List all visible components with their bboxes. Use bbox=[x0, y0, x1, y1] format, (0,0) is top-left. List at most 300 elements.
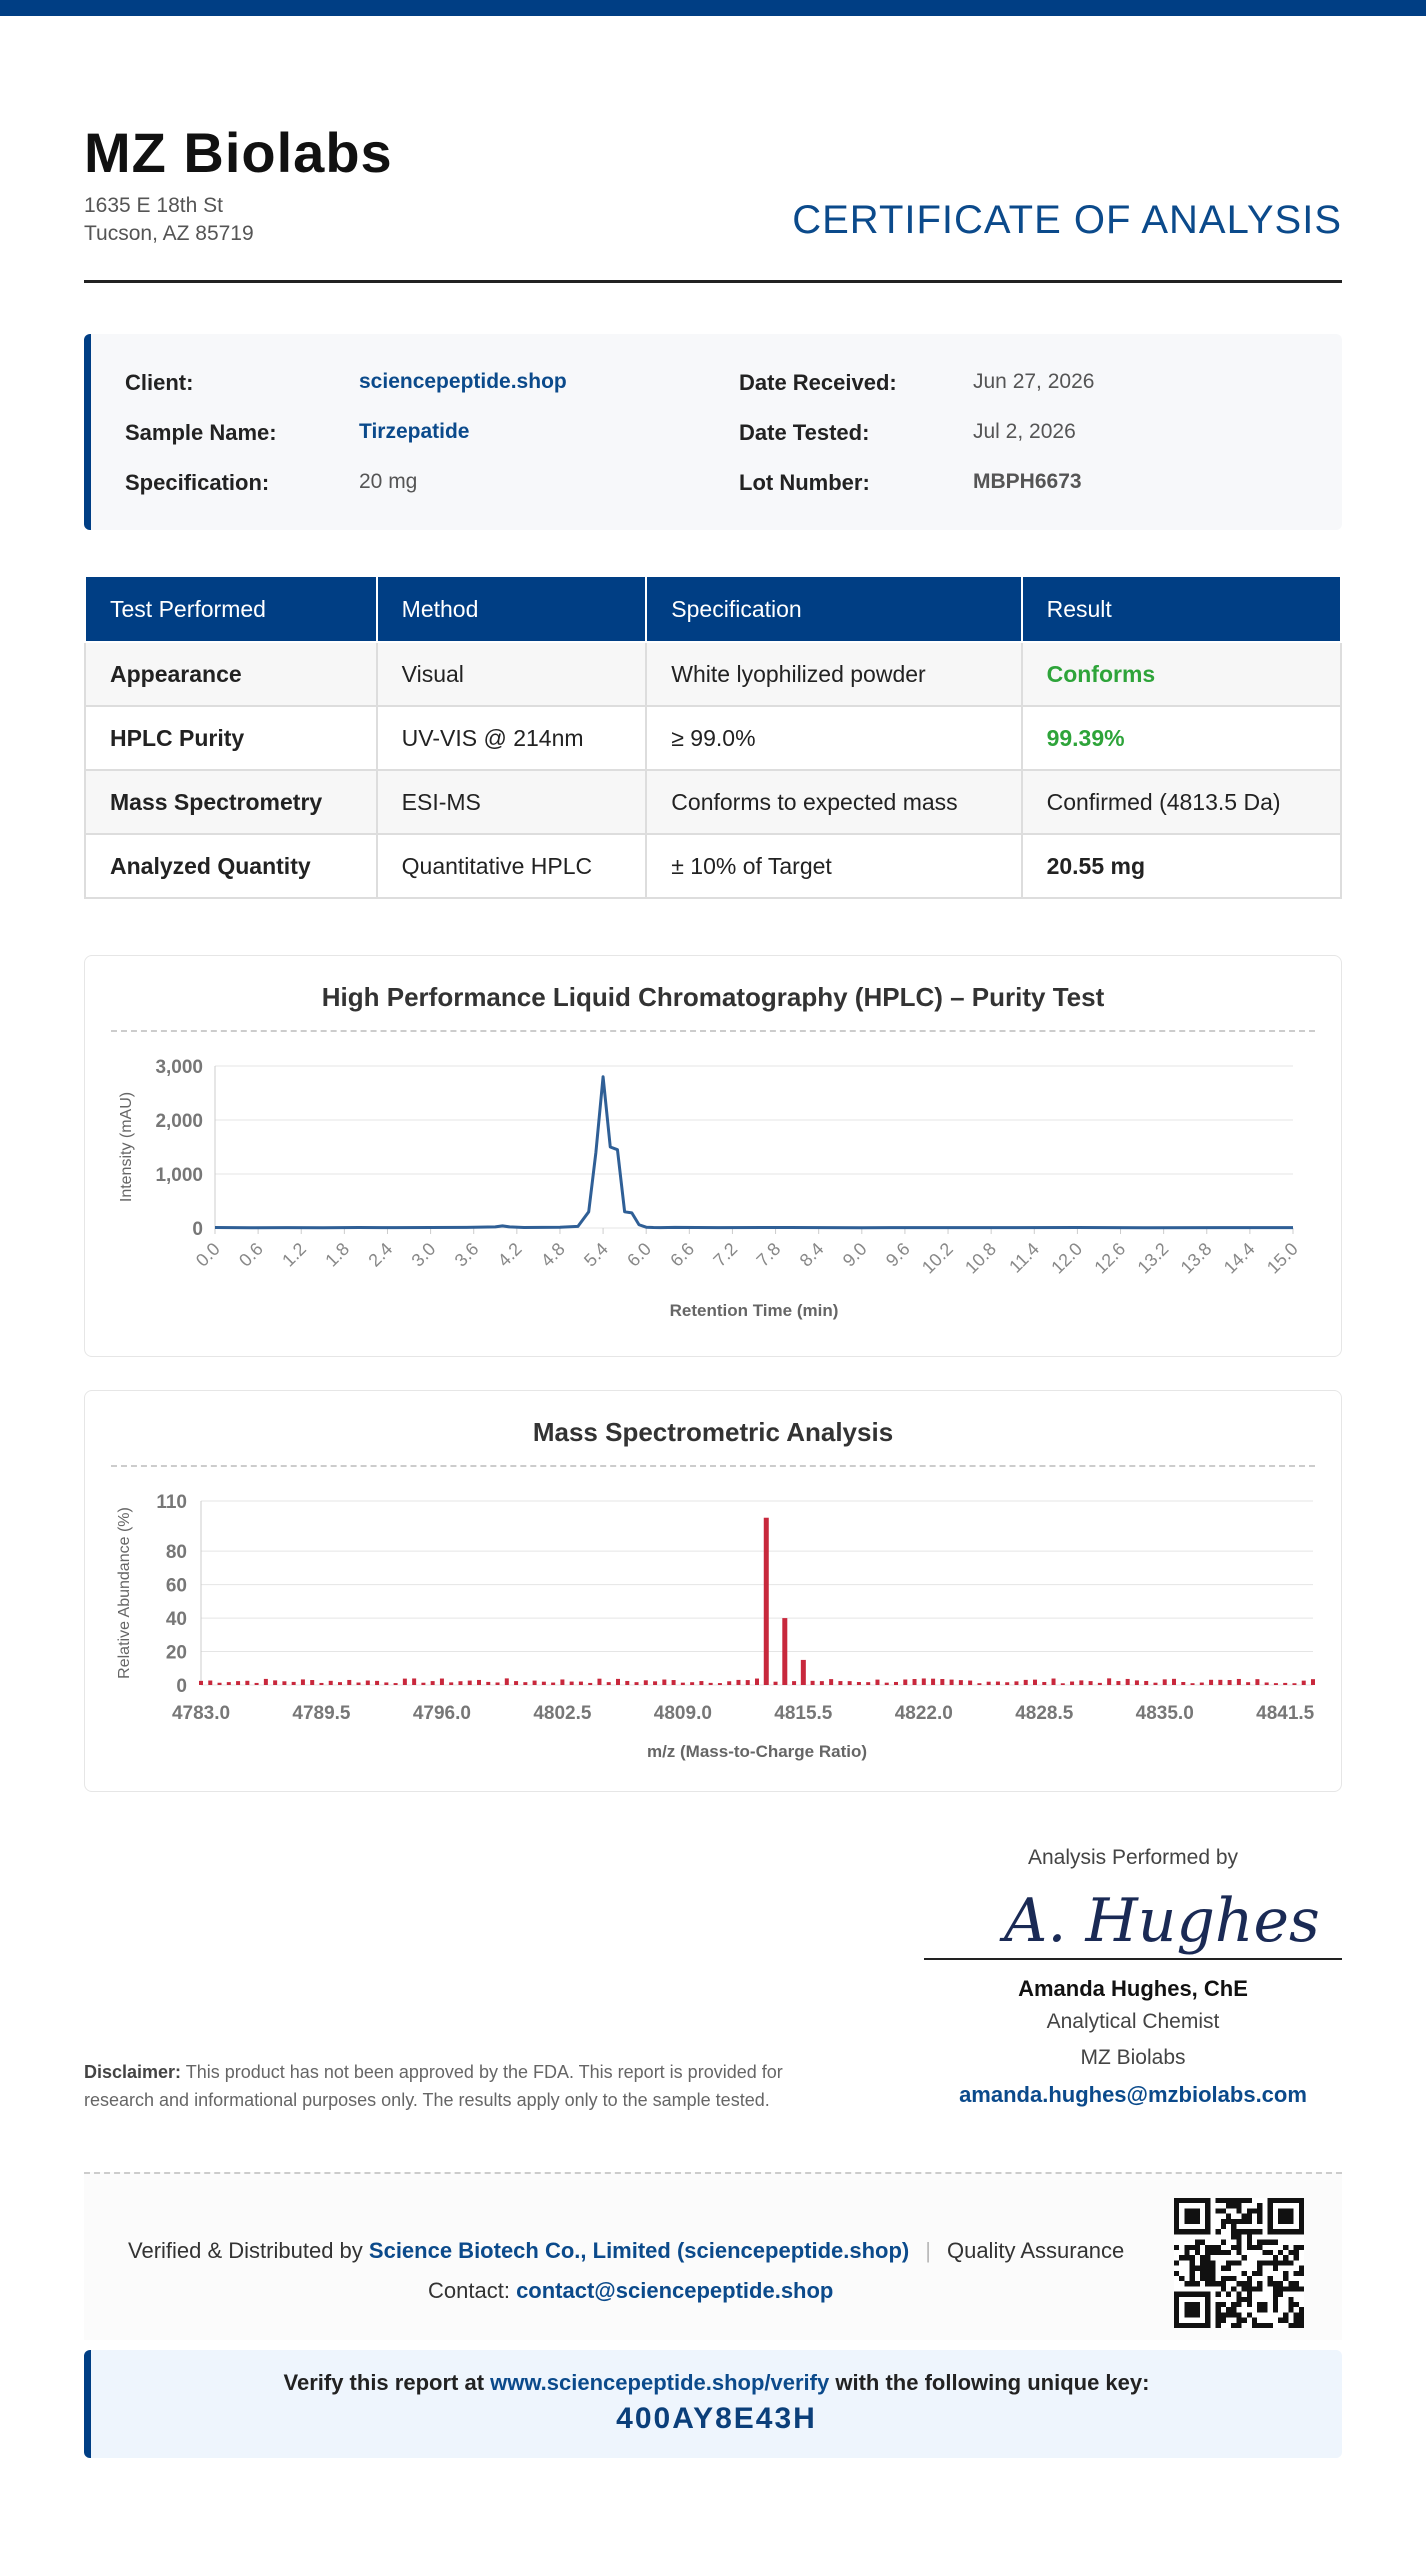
qr-module bbox=[1247, 2281, 1252, 2286]
ms-baseline-bar bbox=[727, 1681, 731, 1685]
date-tested-label: Date Tested: bbox=[739, 420, 870, 445]
qr-module bbox=[1200, 2260, 1205, 2265]
ms-baseline-bar bbox=[542, 1682, 546, 1685]
qr-module bbox=[1294, 2281, 1299, 2286]
qr-module bbox=[1262, 2260, 1267, 2265]
qr-module bbox=[1242, 2271, 1247, 2276]
qr-module bbox=[1221, 2286, 1226, 2291]
footer-separator: | bbox=[925, 2238, 931, 2263]
ms-baseline-bar bbox=[533, 1681, 537, 1685]
ms-baseline-bar bbox=[811, 1681, 815, 1685]
ms-baseline-bar bbox=[1246, 1682, 1250, 1685]
qr-module bbox=[1190, 2266, 1195, 2271]
client-value[interactable]: sciencepeptide.shop bbox=[359, 370, 567, 393]
qr-module bbox=[1200, 2276, 1205, 2281]
ms-baseline-bar bbox=[1042, 1682, 1046, 1685]
ms-baseline-bar bbox=[310, 1680, 314, 1685]
cell-spec: ≥ 99.0% bbox=[646, 706, 1021, 770]
ms-baseline-bar bbox=[838, 1681, 842, 1685]
ms-y-tick-label: 80 bbox=[165, 1542, 187, 1564]
ms-baseline-bar bbox=[357, 1683, 361, 1685]
ms-baseline-bar bbox=[1135, 1680, 1139, 1685]
qr-module bbox=[1231, 2276, 1236, 2281]
qr-module bbox=[1247, 2214, 1252, 2219]
qr-module bbox=[1257, 2271, 1262, 2276]
ms-baseline-bar bbox=[977, 1683, 981, 1685]
ms-baseline-bar bbox=[681, 1683, 685, 1685]
qr-module bbox=[1273, 2286, 1278, 2291]
distribution-footer bbox=[84, 2172, 1342, 2340]
date-received-value: Jun 27, 2026 bbox=[973, 370, 1095, 393]
analyst-role: Analytical Chemist bbox=[1046, 2010, 1220, 2033]
qr-module bbox=[1216, 2281, 1221, 2286]
qr-module bbox=[1226, 2219, 1231, 2224]
qr-module bbox=[1288, 2250, 1293, 2255]
lot-number-label: Lot Number: bbox=[739, 470, 870, 495]
company-address bbox=[84, 192, 254, 248]
ms-baseline-bar bbox=[1070, 1682, 1074, 1685]
qr-module bbox=[1179, 2255, 1184, 2260]
ms-baseline-bar bbox=[1237, 1679, 1241, 1685]
qr-module bbox=[1262, 2323, 1267, 2328]
quality-assurance-label: Quality Assurance bbox=[946, 2238, 1125, 2263]
qr-module bbox=[1216, 2208, 1221, 2213]
verify-instruction bbox=[91, 2370, 1342, 2396]
qr-module bbox=[1221, 2219, 1226, 2224]
qr-module bbox=[1236, 2281, 1241, 2286]
ms-baseline-bar bbox=[635, 1682, 639, 1685]
hplc-x-tick-label: 7.8 bbox=[752, 1238, 785, 1271]
qr-module bbox=[1216, 2307, 1221, 2312]
qr-module bbox=[1174, 2245, 1179, 2250]
ms-chart-panel bbox=[84, 1390, 1342, 1792]
qr-module bbox=[1268, 2281, 1273, 2286]
qr-module bbox=[1236, 2234, 1241, 2239]
qr-module bbox=[1242, 2198, 1247, 2203]
date-tested-value: Jul 2, 2026 bbox=[973, 420, 1076, 443]
qr-module bbox=[1247, 2245, 1252, 2250]
qr-module bbox=[1216, 2292, 1221, 2297]
ms-baseline-bar bbox=[875, 1680, 879, 1685]
ms-baseline-bar bbox=[940, 1679, 944, 1685]
ms-baseline-bar bbox=[514, 1681, 518, 1685]
ms-baseline-bar bbox=[236, 1681, 240, 1685]
qr-module bbox=[1273, 2255, 1278, 2260]
analyst-name: Amanda Hughes, ChE bbox=[1018, 1976, 1248, 2001]
hplc-chart-title: High Performance Liquid Chromatography (HPLC) – Purity Test bbox=[321, 982, 1105, 1012]
cell-spec: ± 10% of Target bbox=[646, 834, 1021, 898]
qr-module bbox=[1294, 2286, 1299, 2291]
qr-module bbox=[1236, 2292, 1241, 2297]
qr-module bbox=[1210, 2245, 1215, 2250]
hplc-x-tick-label: 15.0 bbox=[1262, 1238, 1302, 1278]
qr-module bbox=[1252, 2229, 1257, 2234]
qr-module bbox=[1216, 2318, 1221, 2323]
qr-module bbox=[1205, 2271, 1210, 2276]
qr-module bbox=[1278, 2318, 1283, 2323]
ms-baseline-bar bbox=[931, 1679, 935, 1685]
qr-module bbox=[1221, 2312, 1226, 2317]
qr-module bbox=[1257, 2229, 1262, 2234]
qr-module bbox=[1283, 2318, 1288, 2323]
top-accent-bar bbox=[0, 0, 1426, 16]
cell-method: Quantitative HPLC bbox=[377, 834, 647, 898]
ms-x-tick-label: 4828.5 bbox=[1015, 1703, 1074, 1724]
col-header-test: Test Performed bbox=[85, 576, 377, 642]
ms-baseline-bar bbox=[468, 1681, 472, 1685]
cell-result: 99.39% bbox=[1022, 706, 1341, 770]
qr-module bbox=[1257, 2260, 1262, 2265]
ms-baseline-bar bbox=[866, 1682, 870, 1685]
qr-module bbox=[1174, 2260, 1179, 2265]
ms-baseline-bar bbox=[857, 1682, 861, 1685]
qr-module bbox=[1216, 2250, 1221, 2255]
ms-baseline-bar bbox=[431, 1681, 435, 1685]
qr-module bbox=[1268, 2260, 1273, 2265]
qr-code-icon[interactable] bbox=[1174, 2198, 1304, 2328]
qr-module bbox=[1273, 2302, 1278, 2307]
qr-module bbox=[1231, 2229, 1236, 2234]
qr-module bbox=[1195, 2240, 1200, 2245]
qr-module bbox=[1299, 2271, 1304, 2276]
ms-baseline-bar bbox=[588, 1683, 592, 1685]
ms-x-tick-label: 4822.0 bbox=[894, 1703, 953, 1724]
ms-baseline-bar bbox=[848, 1681, 852, 1685]
qr-module bbox=[1294, 2250, 1299, 2255]
hplc-y-axis-label: Intensity (mAU) bbox=[118, 1091, 135, 1203]
qr-module bbox=[1216, 2198, 1221, 2203]
verify-suffix: with the following unique key: bbox=[835, 2370, 1150, 2395]
qr-module bbox=[1195, 2281, 1200, 2286]
ms-baseline-bar bbox=[560, 1679, 564, 1685]
ms-baseline-bar bbox=[1052, 1679, 1056, 1685]
qr-module bbox=[1252, 2318, 1257, 2323]
qr-module bbox=[1210, 2276, 1215, 2281]
qr-module bbox=[1231, 2203, 1236, 2208]
qr-module bbox=[1184, 2281, 1189, 2286]
qr-module bbox=[1231, 2302, 1236, 2307]
ms-baseline-bar bbox=[597, 1679, 601, 1685]
hplc-x-tick-label: 6.0 bbox=[623, 1238, 656, 1271]
cell-result: Confirmed (4813.5 Da) bbox=[1022, 770, 1341, 834]
ms-baseline-bar bbox=[551, 1683, 555, 1685]
ms-peak-bar bbox=[764, 1518, 769, 1685]
ms-x-tick-label: 4841.5 bbox=[1256, 1703, 1315, 1724]
qr-module bbox=[1283, 2276, 1288, 2281]
ms-baseline-bar bbox=[1228, 1680, 1232, 1685]
qr-module bbox=[1221, 2281, 1226, 2286]
qr-module bbox=[1294, 2255, 1299, 2260]
ms-baseline-bar bbox=[1098, 1683, 1102, 1685]
ms-baseline-bar bbox=[1089, 1681, 1093, 1685]
qr-module bbox=[1247, 2297, 1252, 2302]
qr-finder-inner bbox=[1184, 2208, 1200, 2224]
cell-test: HPLC Purity bbox=[85, 706, 377, 770]
ms-baseline-bar bbox=[820, 1681, 824, 1685]
qr-module bbox=[1242, 2286, 1247, 2291]
qr-module bbox=[1288, 2286, 1293, 2291]
qr-module bbox=[1226, 2214, 1231, 2219]
qr-module bbox=[1299, 2286, 1304, 2291]
ms-baseline-bar bbox=[1209, 1680, 1213, 1685]
hplc-x-tick-label: 13.2 bbox=[1133, 1238, 1173, 1278]
qr-module bbox=[1231, 2219, 1236, 2224]
qr-module bbox=[1236, 2245, 1241, 2250]
ms-y-tick-label: 110 bbox=[156, 1492, 187, 1513]
qr-module bbox=[1221, 2224, 1226, 2229]
qr-module bbox=[1210, 2260, 1215, 2265]
qr-module bbox=[1247, 2219, 1252, 2224]
qr-module bbox=[1257, 2203, 1262, 2208]
hplc-x-tick-label: 11.4 bbox=[1005, 1238, 1044, 1277]
qr-module bbox=[1236, 2198, 1241, 2203]
qr-module bbox=[1226, 2260, 1231, 2265]
qr-module bbox=[1252, 2208, 1257, 2213]
qr-module bbox=[1226, 2312, 1231, 2317]
ms-baseline-bar bbox=[1311, 1679, 1315, 1685]
ms-baseline-bar bbox=[1283, 1683, 1287, 1685]
address-line-2: Tucson, AZ 85719 bbox=[84, 222, 254, 245]
hplc-y-tick-label: 1,000 bbox=[155, 1165, 203, 1186]
ms-baseline-bar bbox=[440, 1679, 444, 1685]
ms-x-tick-label: 4783.0 bbox=[171, 1703, 231, 1724]
qr-module bbox=[1273, 2292, 1278, 2297]
distributor-name: Science Biotech Co., Limited (sciencepeptide.shop) bbox=[368, 2238, 910, 2263]
ms-baseline-bar bbox=[329, 1681, 333, 1685]
distribution-line bbox=[128, 2238, 1124, 2264]
hplc-x-tick-label: 0.0 bbox=[191, 1238, 224, 1271]
qr-module bbox=[1294, 2312, 1299, 2317]
ms-baseline-bar bbox=[829, 1679, 833, 1685]
qr-module bbox=[1247, 2234, 1252, 2239]
ms-baseline-bar bbox=[366, 1681, 370, 1685]
qr-module bbox=[1257, 2281, 1262, 2286]
ms-baseline-bar bbox=[458, 1681, 462, 1685]
qr-module bbox=[1288, 2323, 1293, 2328]
qr-module bbox=[1221, 2302, 1226, 2307]
ms-baseline-bar bbox=[1274, 1683, 1278, 1685]
ms-baseline-bar bbox=[1181, 1682, 1185, 1685]
ms-baseline-bar bbox=[950, 1680, 954, 1685]
ms-baseline-bar bbox=[913, 1679, 917, 1685]
ms-baseline-bar bbox=[1061, 1683, 1065, 1685]
ms-baseline-bar bbox=[1033, 1680, 1037, 1685]
ms-baseline-bar bbox=[477, 1680, 481, 1685]
ms-chart-title: Mass Spectrometric Analysis bbox=[532, 1417, 894, 1447]
ms-baseline-bar bbox=[319, 1683, 323, 1685]
qr-module bbox=[1231, 2323, 1236, 2328]
disclaimer-text: This product has not been approved by the FDA. This report is provided for research and informational purposes only. The results apply only to the sample tested. bbox=[84, 2062, 783, 2110]
analysis-performed-by: Analysis Performed by bbox=[1027, 1846, 1239, 1869]
qr-module bbox=[1221, 2276, 1226, 2281]
qr-module bbox=[1231, 2198, 1236, 2203]
qr-module bbox=[1247, 2286, 1252, 2291]
signature-image: A. Hughes bbox=[1004, 1886, 1320, 1956]
qr-module bbox=[1257, 2323, 1262, 2328]
hplc-x-tick-label: 3.0 bbox=[407, 1238, 440, 1271]
ms-baseline-bar bbox=[1172, 1679, 1176, 1685]
ms-baseline-bar bbox=[218, 1683, 222, 1685]
ms-baseline-bar bbox=[1163, 1679, 1167, 1685]
cell-test: Analyzed Quantity bbox=[85, 834, 377, 898]
table-header-row bbox=[85, 576, 1341, 642]
ms-baseline-bar bbox=[1302, 1681, 1306, 1685]
ms-baseline-bar bbox=[736, 1680, 740, 1685]
ms-baseline-bar bbox=[282, 1681, 286, 1685]
qr-module bbox=[1236, 2260, 1241, 2265]
ms-baseline-bar bbox=[292, 1682, 296, 1685]
test-results-table bbox=[84, 575, 1342, 899]
ms-y-axis-label: Relative Abundance (%) bbox=[116, 1507, 133, 1679]
contact-email[interactable]: contact@sciencepeptide.shop bbox=[516, 2278, 834, 2303]
hplc-x-tick-label: 12.6 bbox=[1090, 1238, 1130, 1278]
qr-module bbox=[1200, 2271, 1205, 2276]
ms-x-tick-label: 4815.5 bbox=[774, 1703, 833, 1724]
qr-module bbox=[1236, 2203, 1241, 2208]
ms-baseline-bar bbox=[1107, 1678, 1111, 1685]
qr-module bbox=[1205, 2255, 1210, 2260]
qr-module bbox=[1273, 2260, 1278, 2265]
qr-module bbox=[1273, 2266, 1278, 2271]
ms-baseline-bar bbox=[1014, 1681, 1018, 1685]
verify-prefix: Verify this report at bbox=[283, 2370, 485, 2395]
verification-key-box bbox=[84, 2350, 1342, 2458]
qr-module bbox=[1278, 2292, 1283, 2297]
ms-baseline-bar bbox=[709, 1683, 713, 1685]
qr-module bbox=[1273, 2240, 1278, 2245]
table-row bbox=[85, 642, 1341, 706]
qr-module bbox=[1288, 2260, 1293, 2265]
qr-module bbox=[1299, 2307, 1304, 2312]
company-name: MZ Biolabs bbox=[84, 121, 393, 184]
ms-baseline-bar bbox=[1153, 1683, 1157, 1685]
address-line-1: 1635 E 18th St bbox=[84, 194, 223, 217]
qr-module bbox=[1195, 2266, 1200, 2271]
qr-module bbox=[1299, 2312, 1304, 2317]
qr-module bbox=[1195, 2245, 1200, 2250]
hplc-x-tick-label: 5.4 bbox=[580, 1238, 612, 1271]
qr-module bbox=[1200, 2266, 1205, 2271]
qr-module bbox=[1242, 2219, 1247, 2224]
qr-module bbox=[1262, 2302, 1267, 2307]
ms-baseline-bar bbox=[1292, 1683, 1296, 1685]
ms-baseline-bar bbox=[338, 1682, 342, 1685]
qr-module bbox=[1205, 2266, 1210, 2271]
qr-module bbox=[1184, 2255, 1189, 2260]
qr-module bbox=[1278, 2281, 1283, 2286]
qr-module bbox=[1184, 2245, 1189, 2250]
ms-baseline-bar bbox=[968, 1681, 972, 1685]
ms-baseline-bar bbox=[625, 1681, 629, 1685]
qr-module bbox=[1247, 2198, 1252, 2203]
qr-module bbox=[1257, 2214, 1262, 2219]
hplc-x-tick-label: 13.8 bbox=[1176, 1238, 1216, 1278]
col-header-method: Method bbox=[377, 576, 647, 642]
qr-module bbox=[1236, 2323, 1241, 2328]
qr-module bbox=[1216, 2302, 1221, 2307]
signature-block bbox=[924, 1846, 1342, 2107]
hplc-x-tick-label: 8.4 bbox=[795, 1238, 828, 1271]
unique-verification-key: 400AY8E43H bbox=[616, 2402, 817, 2435]
ms-baseline-bar bbox=[607, 1682, 611, 1685]
qr-module bbox=[1205, 2260, 1210, 2265]
qr-module bbox=[1294, 2323, 1299, 2328]
client-label: Client: bbox=[125, 370, 194, 395]
qr-module bbox=[1221, 2250, 1226, 2255]
cell-method: ESI-MS bbox=[377, 770, 647, 834]
hplc-x-tick-label: 0.6 bbox=[235, 1238, 267, 1271]
qr-module bbox=[1257, 2240, 1262, 2245]
hplc-y-tick-label: 0 bbox=[192, 1219, 203, 1240]
ms-x-tick-label: 4802.5 bbox=[533, 1703, 592, 1724]
hplc-x-axis-label: Retention Time (min) bbox=[669, 1301, 839, 1320]
ms-baseline-bar bbox=[394, 1683, 398, 1685]
ms-baseline-bar bbox=[1126, 1679, 1130, 1685]
ms-y-tick-label: 0 bbox=[176, 1676, 187, 1697]
qr-module bbox=[1200, 2240, 1205, 2245]
hplc-x-tick-label: 7.2 bbox=[709, 1238, 742, 1271]
cell-result: Conforms bbox=[1022, 642, 1341, 706]
qr-module bbox=[1190, 2245, 1195, 2250]
ms-baseline-bar bbox=[1191, 1683, 1195, 1685]
qr-module bbox=[1236, 2302, 1241, 2307]
cell-test: Appearance bbox=[85, 642, 377, 706]
ms-baseline-bar bbox=[486, 1682, 490, 1685]
qr-module bbox=[1236, 2229, 1241, 2234]
ms-baseline-bar bbox=[718, 1683, 722, 1685]
document-title: CERTIFICATE OF ANALYSIS bbox=[792, 198, 1342, 242]
qr-module bbox=[1252, 2323, 1257, 2328]
ms-baseline-bar bbox=[421, 1683, 425, 1685]
cell-spec: White lyophilized powder bbox=[646, 642, 1021, 706]
qr-module bbox=[1247, 2276, 1252, 2281]
qr-module bbox=[1190, 2260, 1195, 2265]
ms-baseline-bar bbox=[616, 1679, 620, 1685]
qr-module bbox=[1283, 2260, 1288, 2265]
qr-module bbox=[1262, 2240, 1267, 2245]
qr-module bbox=[1273, 2307, 1278, 2312]
qr-module bbox=[1231, 2245, 1236, 2250]
ms-baseline-bar bbox=[255, 1683, 259, 1685]
qr-module bbox=[1205, 2250, 1210, 2255]
ms-baseline-bar bbox=[903, 1679, 907, 1685]
ms-baseline-bar bbox=[1005, 1682, 1009, 1685]
hplc-x-tick-label: 9.6 bbox=[881, 1238, 914, 1271]
qr-module bbox=[1283, 2271, 1288, 2276]
cell-method: UV-VIS @ 214nm bbox=[377, 706, 647, 770]
qr-module bbox=[1262, 2307, 1267, 2312]
qr-module bbox=[1236, 2240, 1241, 2245]
qr-module bbox=[1184, 2250, 1189, 2255]
ms-baseline-bar bbox=[1218, 1680, 1222, 1685]
analyst-email[interactable]: amanda.hughes@mzbiolabs.com bbox=[959, 2082, 1307, 2107]
qr-module bbox=[1195, 2250, 1200, 2255]
qr-module bbox=[1242, 2255, 1247, 2260]
qr-module bbox=[1190, 2255, 1195, 2260]
qr-module bbox=[1242, 2229, 1247, 2234]
qr-finder-inner bbox=[1184, 2302, 1200, 2318]
hplc-x-tick-label: 10.8 bbox=[961, 1238, 1000, 1278]
ms-baseline-bar bbox=[996, 1682, 1000, 1685]
qr-module bbox=[1236, 2318, 1241, 2323]
qr-module bbox=[1294, 2271, 1299, 2276]
ms-baseline-bar bbox=[653, 1681, 657, 1685]
qr-module bbox=[1221, 2240, 1226, 2245]
qr-module bbox=[1273, 2281, 1278, 2286]
ms-baseline-bar bbox=[885, 1683, 889, 1685]
verify-url-link[interactable]: www.sciencepeptide.shop/verify bbox=[490, 2370, 830, 2395]
lot-number-value: MBPH6673 bbox=[973, 470, 1082, 493]
